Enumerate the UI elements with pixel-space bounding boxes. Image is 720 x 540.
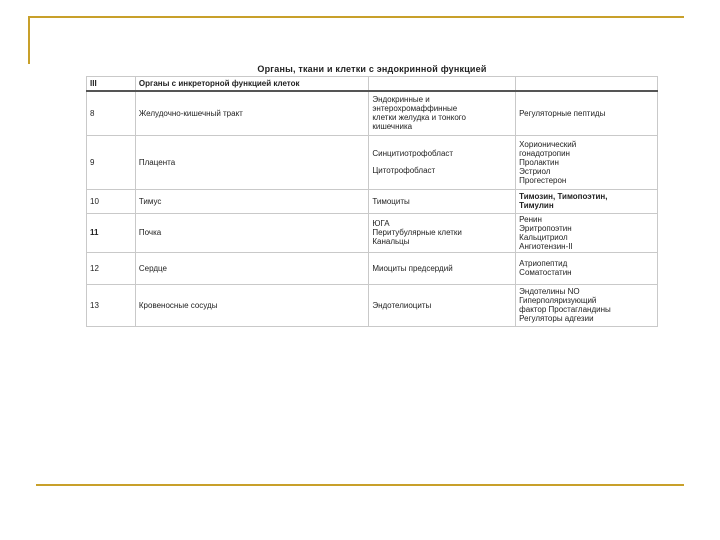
row-number: 8 — [87, 91, 136, 135]
table-title: Органы, ткани и клетки с эндокринной функцией — [257, 64, 487, 74]
frame-bottom-line — [36, 484, 684, 486]
hormone-line: Кальцитриол — [519, 232, 568, 242]
row-hormones — [516, 189, 658, 213]
header-hormones — [516, 77, 658, 92]
hormone-line: фактор Простагландины — [519, 305, 611, 314]
cell-line: ЮГА — [372, 219, 390, 228]
row-number: 12 — [87, 252, 136, 284]
row-cells — [369, 189, 516, 213]
hormone-line: Регуляторы адгезии — [519, 314, 594, 323]
row-number: 9 — [87, 135, 136, 189]
row-hormones — [516, 213, 658, 252]
cell-line: клетки желудка и тонкого — [372, 113, 466, 123]
hormone-line: Соматостатин — [519, 268, 572, 277]
header-cells — [369, 77, 516, 92]
table-row — [87, 135, 658, 189]
table-row — [87, 252, 658, 284]
hormone-line: Ренин — [519, 214, 542, 224]
row-cells — [369, 252, 516, 284]
row-number: 11 — [87, 213, 136, 252]
row-organ: Почка — [135, 213, 368, 252]
row-hormones — [516, 135, 658, 189]
frame-top-line — [28, 16, 684, 18]
table-row — [87, 189, 658, 213]
table-row — [87, 91, 658, 135]
row-organ: Желудочно-кишечный тракт — [135, 91, 368, 135]
cell-line: Тимоциты — [372, 196, 410, 206]
table-row — [87, 213, 658, 252]
cell-line: Синцитиотрофобласт — [372, 149, 454, 158]
hormone-line: Регуляторные пептиды — [519, 108, 606, 118]
hormone-line: Эстриол — [519, 166, 551, 176]
hormone-line: Прогестерон — [519, 175, 567, 185]
endocrine-table — [86, 76, 658, 327]
table-header-row — [87, 77, 658, 92]
header-number: III — [87, 77, 136, 92]
hormone-line: Тимозин, Тимопоэтин, — [519, 192, 608, 201]
row-number: 13 — [87, 284, 136, 326]
hormone-line: Ангиотензин-II — [519, 241, 573, 251]
hormone-line: Пролактин — [519, 157, 559, 167]
row-organ: Тимус — [135, 189, 368, 213]
cell-line: Эндотелиоциты — [372, 300, 432, 310]
row-cells — [369, 213, 516, 252]
row-hormones — [516, 252, 658, 284]
frame-left-line — [28, 16, 30, 64]
hormone-line: Атриопептид — [519, 259, 568, 268]
row-hormones — [516, 91, 658, 135]
hormone-line: Эритропоэтин — [519, 223, 572, 233]
row-cells — [369, 284, 516, 326]
cell-line: Миоциты предсердий — [372, 263, 453, 273]
cell-line: Канальцы — [372, 237, 410, 246]
row-cells — [369, 91, 516, 135]
row-number: 10 — [87, 189, 136, 213]
hormone-line: Гиперполяризующий — [519, 296, 597, 305]
hormone-line: Тимулин — [519, 201, 554, 210]
cell-spacer — [372, 158, 512, 166]
cell-line: энтерохромаффинные — [372, 104, 458, 114]
cell-line: Эндокринные и — [372, 95, 430, 105]
cell-line: Цитотрофобласт — [372, 166, 436, 175]
hormone-line: Эндотелины NO — [519, 287, 580, 296]
row-organ: Кровеносные сосуды — [135, 284, 368, 326]
hormone-line: Хорионический — [519, 139, 577, 149]
hormone-line: гонадотропин — [519, 148, 570, 158]
header-organs: Органы с инкреторной функцией клеток — [135, 77, 368, 92]
row-organ: Плацента — [135, 135, 368, 189]
table-row — [87, 284, 658, 326]
row-hormones — [516, 284, 658, 326]
cell-line: кишечника — [372, 122, 413, 132]
cell-line: Перитубулярные клетки — [372, 228, 462, 237]
row-organ: Сердце — [135, 252, 368, 284]
row-cells — [369, 135, 516, 189]
